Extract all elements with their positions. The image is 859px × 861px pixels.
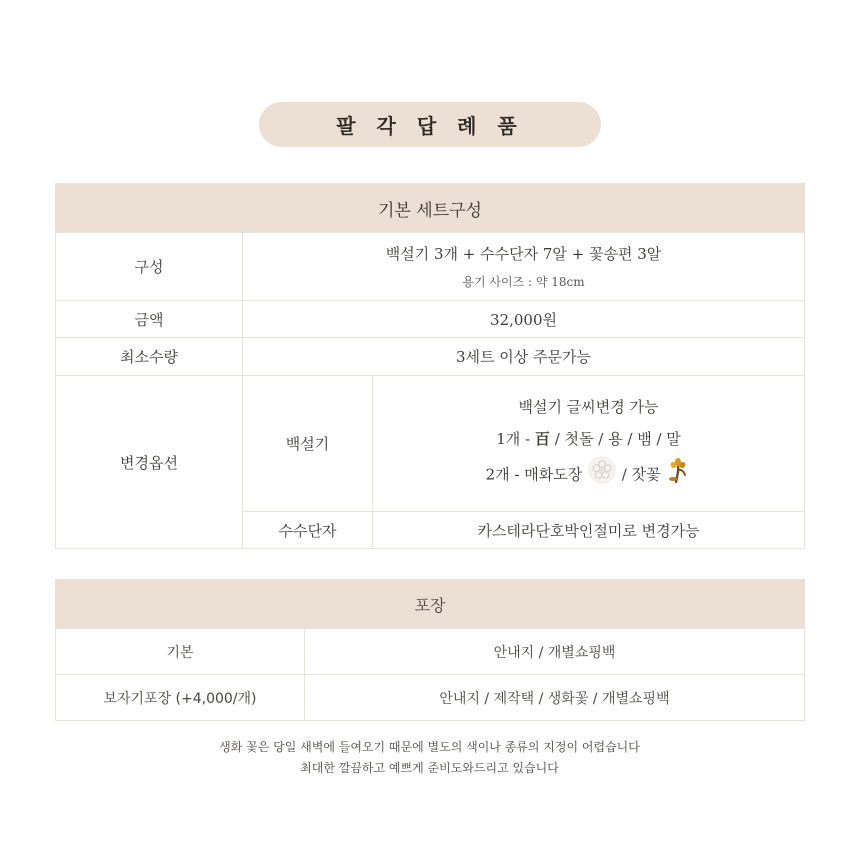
packaging-bojagi-label: 보자기포장 (+4,000/개) <box>56 675 305 721</box>
footnote-line-2: 최대한 깔끔하고 예쁘게 준비도와드리고 있습니다 <box>300 761 559 775</box>
composition-label: 구성 <box>56 233 243 301</box>
two-piece-prefix: 2개 - 매화도장 <box>485 465 583 484</box>
one-piece-options <box>373 423 804 455</box>
composition-cell <box>243 233 805 301</box>
packaging-table <box>55 579 805 721</box>
price-label: 금액 <box>56 301 243 338</box>
susudanja-label: 수수단자 <box>243 512 373 549</box>
packaging-basic-label: 기본 <box>56 629 305 675</box>
basic-set-table <box>55 183 805 549</box>
plum-blossom-stamp-icon <box>587 455 617 496</box>
lettering-note: 백설기 글씨변경 가능 <box>518 398 659 416</box>
basic-set-header: 기본 세트구성 <box>56 184 805 233</box>
hundred-glyph: 百 <box>534 430 550 448</box>
min-qty-value: 3세트 이상 주문가능 <box>243 338 805 376</box>
two-piece-options <box>373 455 804 496</box>
footnote <box>0 737 859 779</box>
packaging-basic-value: 안내지 / 개별쇼핑백 <box>305 629 805 675</box>
one-piece-rest: / 첫돌 / 용 / 뱀 / 말 <box>554 430 681 448</box>
footnote-line-1: 생화 꽃은 당일 새벽에 들여오기 때문에 별도의 색이나 종류의 지정이 어렵습니다 <box>219 740 640 754</box>
one-piece-prefix: 1개 - <box>496 430 531 448</box>
price-value: 32,000원 <box>243 301 805 338</box>
options-label: 변경옵션 <box>56 376 243 549</box>
pine-nut-flower-icon <box>665 456 691 495</box>
page-title: 팔 각 답 례 품 <box>259 102 601 147</box>
min-qty-label: 최소수량 <box>56 338 243 376</box>
baekseolgi-options <box>373 376 805 512</box>
composition-value: 백설기 3개 + 수수단자 7알 + 꽃송편 3알 <box>385 245 662 263</box>
baekseolgi-label: 백설기 <box>243 376 373 512</box>
packaging-bojagi-value: 안내지 / 제작택 / 생화꽃 / 개별쇼핑백 <box>305 675 805 721</box>
container-size-note: 용기 사이즈 : 약 18cm <box>462 275 585 289</box>
packaging-header: 포장 <box>56 580 805 629</box>
susudanja-value: 카스테라단호박인절미로 변경가능 <box>373 512 805 549</box>
two-piece-sep: / 잣꽃 <box>621 465 661 484</box>
